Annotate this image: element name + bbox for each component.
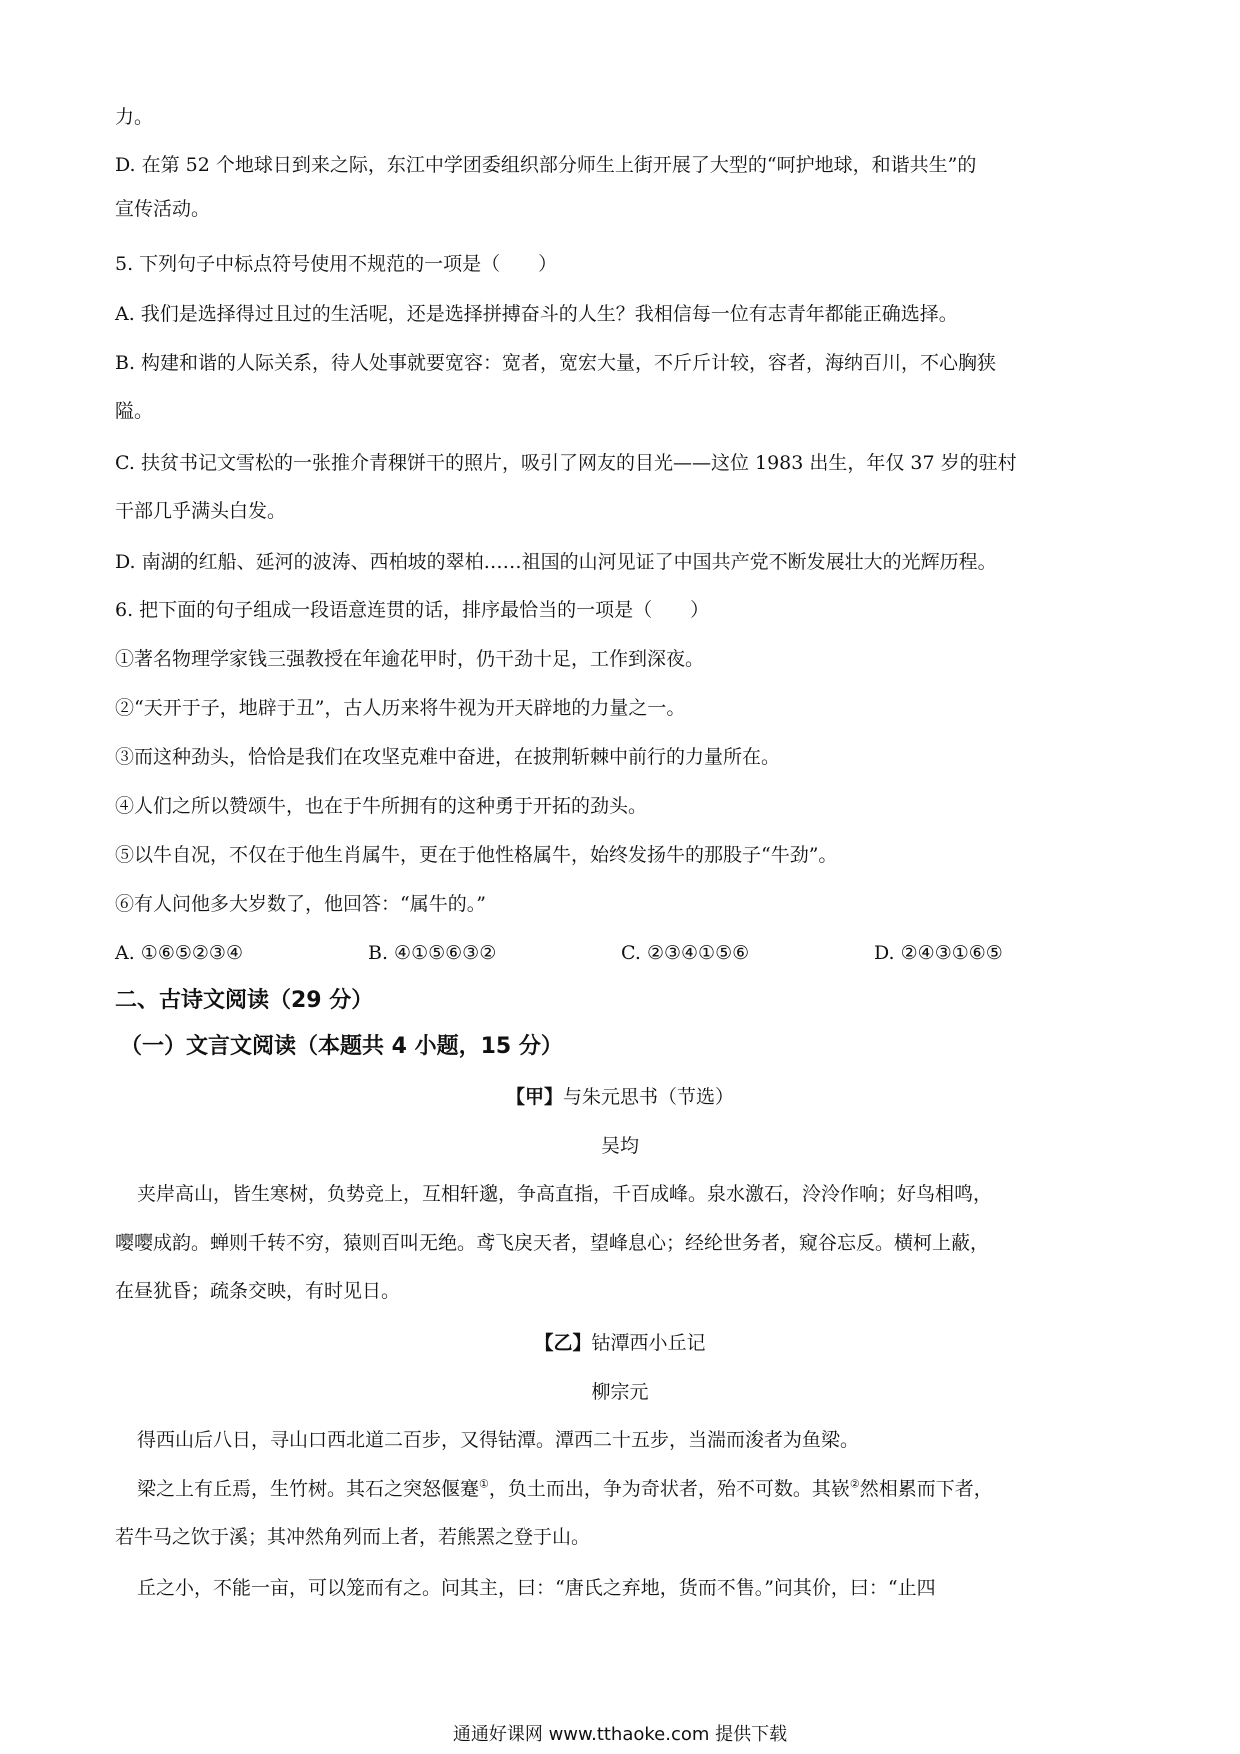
passage-b-line: 丘之小，不能一亩，可以笼而有之。问其主，曰：“唐氏之弃地，货而不售。”问其价，曰：“止四 [137, 1577, 936, 1599]
passage-a-line: 嘤嘤成韵。蝉则千转不穷，猿则百叫无绝。鸢飞戾天者，望峰息心；经纶世务者，窥谷忘反。横柯上蔽， [115, 1232, 990, 1254]
page-footer: 通通好课网 www.tthaoke.com 提供下载 [452, 1724, 788, 1745]
passage-a-line: 在昼犹昏；疏条交映，有时见日。 [115, 1280, 401, 1302]
passage-a-title-text: 与朱元思书（节选） [563, 1086, 735, 1108]
passage-b-line: 若牛马之饮于溪；其冲然角列而上者，若熊罴之登于山。 [115, 1526, 591, 1548]
footnote-marker: ② [849, 1477, 860, 1491]
passage-b-text: ，负土而出，争为奇状者，殆不可数。其嵚 [488, 1478, 850, 1500]
sentence-1: ①著名物理学家钱三强教授在年逾花甲时，仍干劲十足，工作到深夜。 [115, 648, 705, 670]
passage-a-line: 夹岸高山，皆生寒树，负势竞上，互相轩邈，争高直指，千百成峰。泉水激石，泠泠作响；好鸟相鸣， [137, 1183, 993, 1205]
subsection-heading: （一）文言文阅读（本题共 4 小题，15 分） [120, 1034, 563, 1059]
passage-b-title [0, 1329, 1240, 1357]
question-6-stem: 6. 把下面的句子组成一段语意连贯的话，排序最恰当的一项是（ ） [115, 599, 710, 621]
passage-b-text: 梁之上有丘焉，生竹树。其石之突怒偃蹇 [137, 1478, 480, 1500]
passage-b-line [137, 1475, 1157, 1503]
sentence-2: ②“天开于子，地辟于丑”，古人历来将牛视为开天辟地的力量之一。 [115, 697, 686, 719]
option-c: C. ②③④①⑤⑥ [621, 942, 750, 964]
sentence-6: ⑥有人问他多大岁数了，他回答：“属牛的。” [115, 893, 486, 915]
section-heading: 二、古诗文阅读（29 分） [115, 988, 374, 1013]
text-line: 力。 [115, 106, 154, 128]
question-5-stem: 5. 下列句子中标点符号使用不规范的一项是（ ） [115, 253, 558, 275]
passage-b-line: 得西山后八日，寻山口西北道二百步，又得钴潭。潭西二十五步，当湍而浚者为鱼梁。 [137, 1429, 860, 1451]
text-line: 干部几乎满头白发。 [115, 500, 287, 522]
option-b: B. ④①⑤⑥③② [368, 942, 497, 964]
passage-b-text: 然相累而下者， [859, 1478, 993, 1500]
option-a: A. ①⑥⑤②③④ [115, 942, 243, 964]
passage-a-tag: 【甲】 [505, 1086, 563, 1108]
text-line: 隘。 [115, 400, 154, 422]
text-line: 宣传活动。 [115, 198, 211, 220]
passage-b-author: 柳宗元 [591, 1381, 649, 1403]
question-5-option-b: B. 构建和谐的人际关系，待人处事就要宽容：宽者，宽宏大量，不斤斤计较，容者，海纳百川，不心胸狭 [115, 352, 997, 374]
question-4-option-d: D. 在第 52 个地球日到来之际，东江中学团委组织部分师生上街开展了大型的“呵护地球，和谐共生”的 [115, 154, 977, 176]
passage-a-title [0, 1083, 1240, 1111]
question-5-option-c: C. 扶贫书记文雪松的一张推介青稞饼干的照片，吸引了网友的目光——这位 1983 出生，年仅 37 岁的驻村 [115, 452, 1017, 474]
sentence-5: ⑤以牛自况，不仅在于他生肖属牛，更在于他性格属牛，始终发扬牛的那股子“牛劲”。 [115, 844, 838, 866]
option-d: D. ②④③①⑥⑤ [874, 942, 1003, 964]
passage-b-tag: 【乙】 [534, 1332, 592, 1354]
passage-a-author: 吴均 [600, 1135, 639, 1157]
question-6-options [115, 939, 1135, 967]
question-5-option-d: D. 南湖的红船、延河的波涛、西柏坡的翠柏……祖国的山河见证了中国共产党不断发展壮大的光辉历程。 [115, 551, 997, 573]
question-5-option-a: A. 我们是选择得过且过的生活呢，还是选择拼搏奋斗的人生？我相信每一位有志青年都能正确选择。 [115, 303, 958, 325]
sentence-3: ③而这种劲头，恰恰是我们在攻坚克难中奋进，在披荆斩棘中前行的力量所在。 [115, 746, 781, 768]
passage-b-title-text: 钴潭西小丘记 [591, 1332, 706, 1354]
sentence-4: ④人们之所以赞颂牛，也在于牛所拥有的这种勇于开拓的劲头。 [115, 795, 648, 817]
footnote-marker: ① [479, 1477, 489, 1491]
